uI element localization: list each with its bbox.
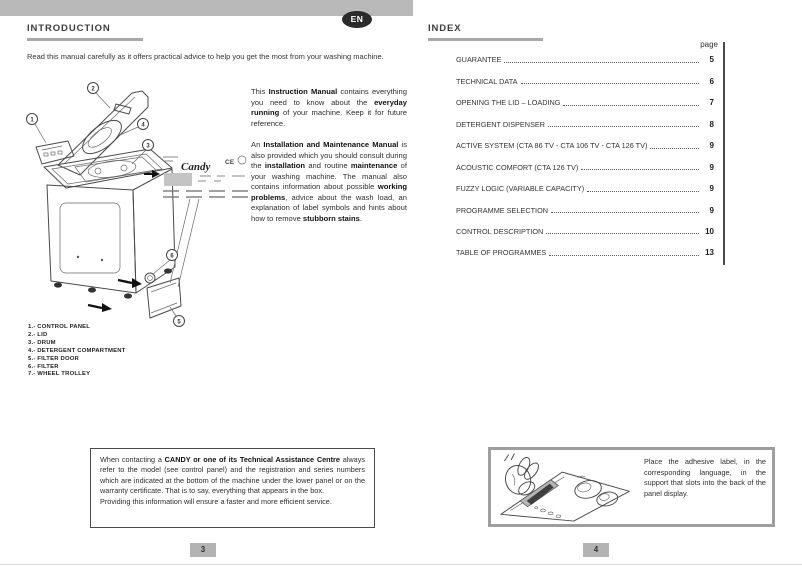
index-entry-label: ACTIVE SYSTEM (CTA 86 TV - CTA 106 TV - CTA 126 TV) (456, 141, 648, 151)
washing-machine-diagram (20, 80, 252, 332)
assistance-paragraph: When contacting a CANDY or one of its Technical Assistance Centre always refer to the model (see control panel) and the registration and series numbers which are indicated at the bottom of the machine under the lower panel or on the warranty certificate. That is to say, everything that appears in the box. (100, 455, 365, 496)
direction-arrow (88, 303, 112, 312)
dot-leader (581, 169, 699, 170)
index-entry-page: 9 (709, 141, 714, 151)
index-entry-row (456, 48, 714, 69)
callout-5 (170, 307, 185, 327)
index-entry-row (456, 220, 714, 241)
index-entry-row (456, 241, 714, 262)
intro-paragraph: Read this manual carefully as it offers practical advice to help you get the most from your washing machine. (27, 51, 384, 61)
index-entry-page: 9 (709, 205, 714, 215)
front-panel-inset (60, 203, 120, 273)
dot-leader (551, 212, 699, 213)
index-entry-label: ACOUSTIC COMFORT (CTA 126 TV) (456, 162, 579, 172)
serial-block (164, 173, 192, 186)
dot-leader (546, 233, 699, 234)
index-entry-page: 10 (705, 226, 714, 236)
instruction-manual-paragraph: This Instruction Manual contains everything you need to know about the everyday running of your machine. Keep it for future reference. (251, 87, 407, 128)
index-title-underline (428, 38, 543, 41)
index-entry-page: 13 (705, 248, 714, 258)
language-badge (342, 11, 372, 28)
index-entry-label: DETERGENT DISPENSER (456, 119, 546, 129)
dot-leader (548, 126, 699, 127)
svg-text:4: 4 (141, 122, 145, 129)
index-entry-page: 8 (709, 119, 714, 129)
ce-mark: CE (225, 159, 235, 166)
approval-mark-icon (238, 156, 246, 164)
foot (164, 268, 172, 273)
assistance-box (90, 448, 375, 528)
index-entry-label: OPENING THE LID – LOADING (456, 98, 561, 108)
parts-list-item: 4.- DETERGENT COMPARTMENT (28, 347, 126, 354)
index-entry-row (456, 198, 714, 219)
page-number-right: 4 (583, 543, 609, 557)
index-entry-label: CONTROL DESCRIPTION (456, 226, 544, 236)
index-entry-label: FUZZY LOGIC (VARIABLE CAPACITY) (456, 184, 585, 194)
index-title: INDEX (428, 23, 462, 34)
panel-shape (501, 472, 630, 521)
brand-logo-text: Candy (181, 161, 211, 173)
manual-info-column (251, 87, 407, 235)
top-rim (44, 149, 172, 188)
parts-list (28, 324, 126, 379)
direction-arrow (118, 278, 142, 288)
index-entry-page: 5 (709, 55, 714, 65)
adhesive-label-box (488, 447, 775, 527)
callout-2 (88, 83, 111, 109)
page-number-left: 3 (190, 543, 216, 557)
parts-list-item: 3.- DRUM (28, 339, 56, 346)
foot (88, 287, 96, 292)
svg-text:3: 3 (146, 143, 150, 150)
scan-edge-line (0, 564, 802, 565)
hand-placing-label-illustration (492, 451, 642, 522)
svg-text:5: 5 (177, 319, 181, 326)
index-entry-label: PROGRAMME SELECTION (456, 205, 549, 215)
page-column-label: page (700, 40, 718, 49)
index-entry-page: 9 (709, 162, 714, 172)
dot-leader (504, 62, 699, 63)
panel-knobs (573, 478, 619, 508)
index-entry-label: GUARANTEE (456, 55, 502, 65)
intro-title-underline (27, 38, 143, 41)
index-entry-row (456, 155, 714, 176)
assistance-note: Providing this information will ensure a faster and more efficient service. (100, 496, 332, 506)
index-entry-page: 7 (709, 98, 714, 108)
intro-title: INTRODUCTION (27, 23, 111, 34)
svg-text:1: 1 (30, 117, 34, 124)
index-entry-label: TECHNICAL DATA (456, 76, 518, 86)
index-entry-row (456, 177, 714, 198)
adhesive-label-text: Place the adhesive label, in the corresponding language, in the support that slots into the back of the panel display. (644, 457, 766, 498)
index-rule-vertical (723, 42, 725, 265)
index-list (456, 48, 714, 262)
dot-leader (587, 191, 699, 192)
svg-text:6: 6 (170, 253, 174, 260)
dot-leader (521, 83, 700, 84)
motion-marks (505, 454, 515, 461)
index-entry-row (456, 69, 714, 90)
filter (145, 273, 155, 283)
dot-leader (563, 105, 699, 106)
parts-list-item: 1.- CONTROL PANEL (28, 324, 91, 330)
index-entry-label: TABLE OF PROGRAMMES (456, 248, 547, 258)
callout-1 (27, 114, 47, 144)
dot-leader (549, 255, 699, 256)
svg-text:2: 2 (91, 86, 95, 93)
index-entry-page: 9 (709, 184, 714, 194)
foot (54, 282, 62, 287)
index-entry-page: 6 (709, 76, 714, 86)
parts-list-item: 6.- FILTER (28, 363, 59, 370)
index-entry-row (456, 112, 714, 133)
parts-list-item: 5.- FILTER DOOR (28, 355, 79, 362)
language-badge-text: EN (350, 14, 364, 24)
index-entry-row (456, 134, 714, 155)
parts-list-item: 2.- LID (28, 331, 48, 338)
parts-list-item: 7.- WHEEL TROLLEY (28, 371, 91, 378)
index-entry-row (456, 91, 714, 112)
installation-manual-paragraph: An Installation and Maintenance Manual is also provided which you should consult during the installation and routine maintenance of your washing machine. The manual also contains information about possible working problems, advice about the wash load, an explanation of label symbols and hints about how to remove stubborn stains. (251, 140, 408, 223)
dot-leader (650, 148, 699, 149)
foot (124, 293, 132, 298)
filter-door-panel (147, 278, 181, 318)
